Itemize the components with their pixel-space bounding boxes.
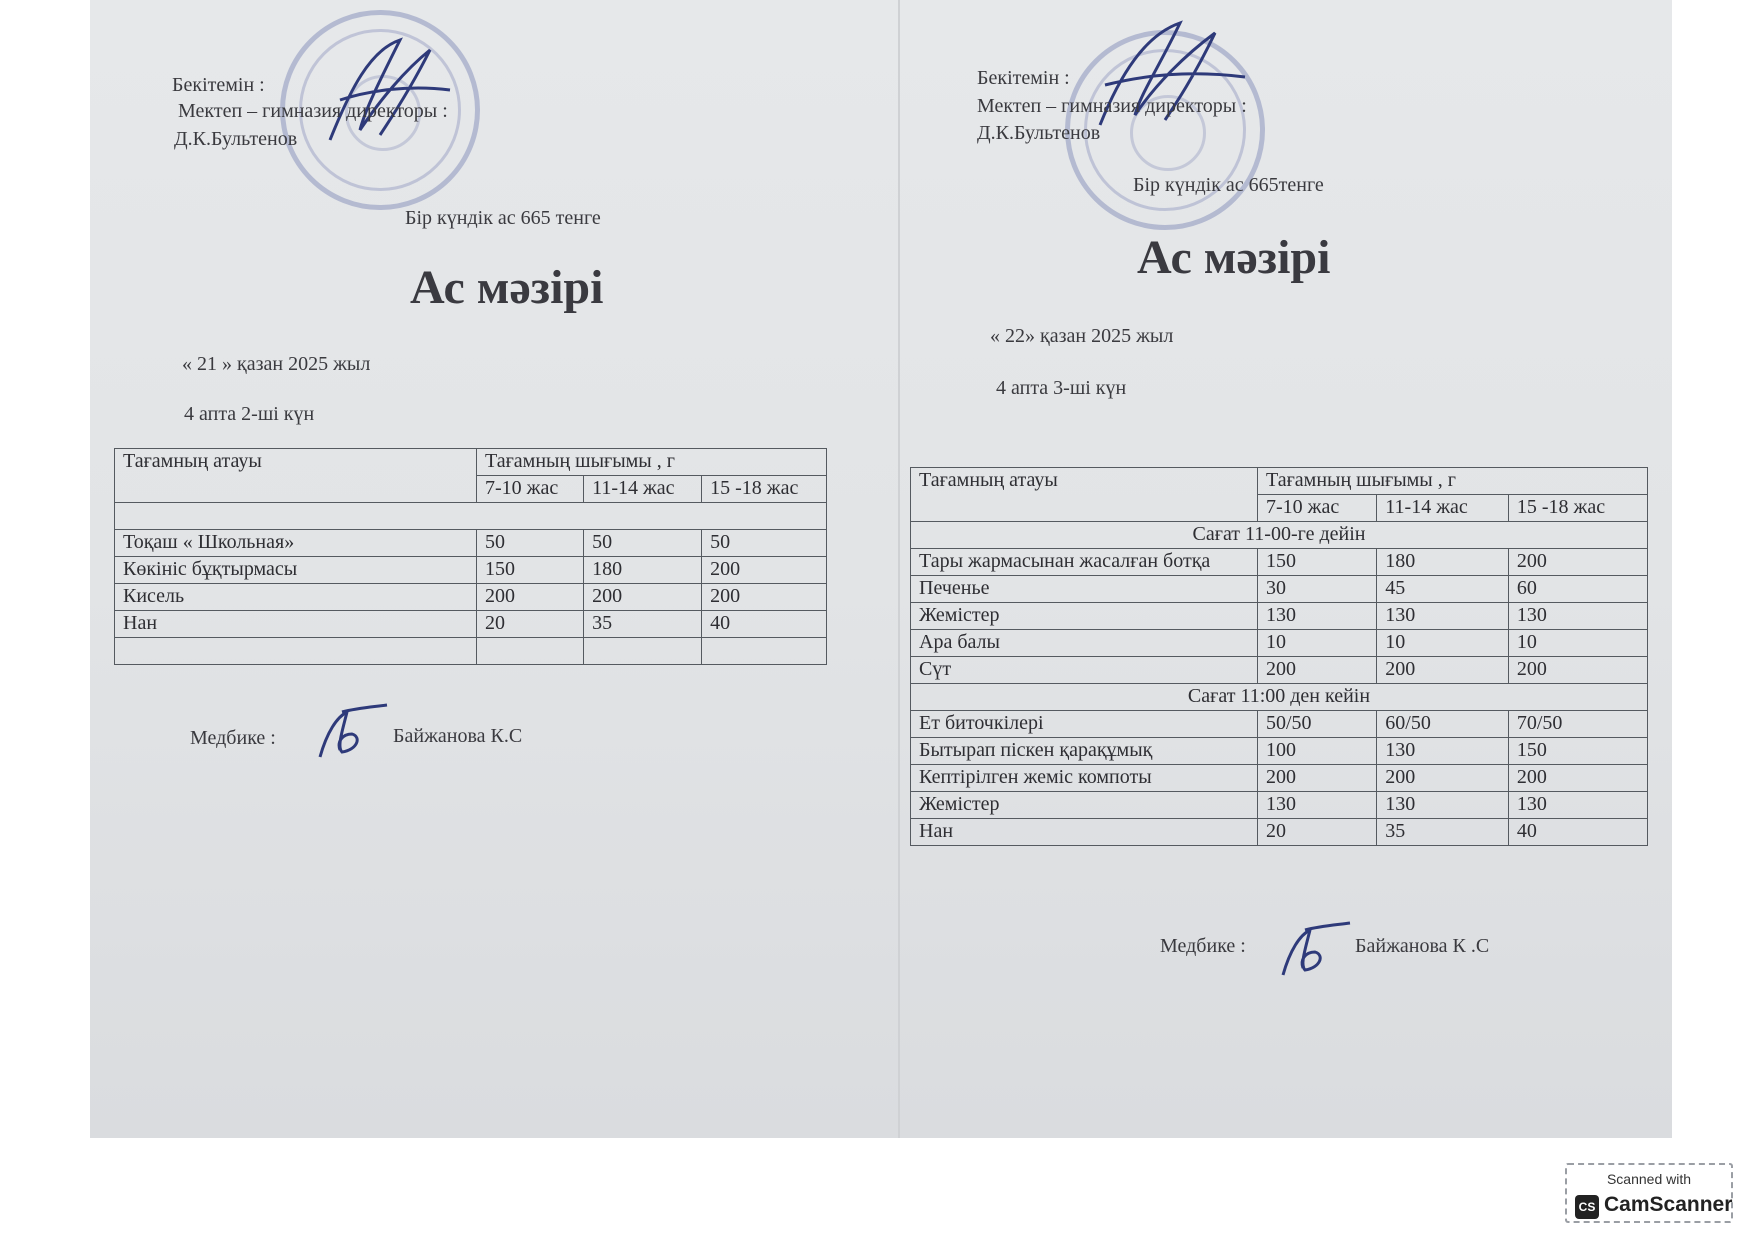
left-age-col-3: 15 -18 жас bbox=[702, 476, 827, 503]
table-row bbox=[911, 711, 1648, 738]
yield-value: 200 bbox=[702, 557, 827, 584]
table-row bbox=[911, 549, 1648, 576]
left-menu-table bbox=[114, 448, 827, 665]
yield-value: 35 bbox=[1377, 819, 1509, 846]
yield-value: 30 bbox=[1258, 576, 1377, 603]
right-age-col-3: 15 -18 жас bbox=[1508, 495, 1647, 522]
right-nurse-name: Байжанова К .С bbox=[1355, 935, 1490, 957]
yield-value: 200 bbox=[477, 584, 584, 611]
left-age-col-2: 11-14 жас bbox=[584, 476, 702, 503]
left-nurse-label: Медбике : bbox=[190, 727, 276, 749]
yield-value: 200 bbox=[1508, 657, 1647, 684]
yield-value: 130 bbox=[1258, 792, 1377, 819]
yield-value: 180 bbox=[1377, 549, 1509, 576]
yield-value: 130 bbox=[1508, 603, 1647, 630]
left-age-col-1: 7-10 жас bbox=[477, 476, 584, 503]
dish-name: Көкініс бұқтырмасы bbox=[115, 557, 477, 584]
right-nurse-signature bbox=[1275, 920, 1355, 980]
yield-value: 60/50 bbox=[1377, 711, 1509, 738]
left-menu-date: « 21 » қазан 2025 жыл bbox=[182, 353, 371, 375]
yield-value: 10 bbox=[1377, 630, 1509, 657]
yield-value: 150 bbox=[477, 557, 584, 584]
yield-value: 50 bbox=[584, 530, 702, 557]
dish-name: Печенье bbox=[911, 576, 1258, 603]
table-row bbox=[911, 576, 1648, 603]
dish-name: Кисель bbox=[115, 584, 477, 611]
table-row bbox=[911, 630, 1648, 657]
yield-value: 200 bbox=[1377, 657, 1509, 684]
yield-value: 60 bbox=[1508, 576, 1647, 603]
yield-value: 200 bbox=[702, 584, 827, 611]
left-week-day: 4 апта 2-ші күн bbox=[184, 403, 315, 425]
table-row bbox=[911, 765, 1648, 792]
yield-value: 150 bbox=[1508, 738, 1647, 765]
yield-value: 200 bbox=[1258, 765, 1377, 792]
yield-value: 150 bbox=[1258, 549, 1377, 576]
right-approval-line-3: Д.К.Бультенов bbox=[977, 122, 1101, 144]
yield-value: 100 bbox=[1258, 738, 1377, 765]
left-approval-line-2: Мектеп – гимназия директоры : bbox=[178, 100, 448, 122]
yield-value: 130 bbox=[1377, 792, 1509, 819]
table-row bbox=[911, 738, 1648, 765]
yield-value: 45 bbox=[1377, 576, 1509, 603]
dish-name: Тоқаш « Школьная» bbox=[115, 530, 477, 557]
table-row bbox=[115, 611, 827, 638]
dish-name: Нан bbox=[911, 819, 1258, 846]
table-row bbox=[911, 819, 1648, 846]
page-fold bbox=[898, 0, 900, 1138]
left-empty-row-bottom bbox=[115, 638, 827, 665]
left-header-yield: Тағамның шығымы , г bbox=[477, 449, 827, 476]
camscanner-badge bbox=[1565, 1163, 1733, 1223]
table-row bbox=[115, 530, 827, 557]
table-row bbox=[911, 603, 1648, 630]
yield-value: 130 bbox=[1377, 738, 1509, 765]
right-header-yield: Тағамның шығымы , г bbox=[1258, 468, 1648, 495]
left-nurse-name: Байжанова К.С bbox=[393, 725, 523, 747]
dish-name: Жемістер bbox=[911, 792, 1258, 819]
camscanner-name: CamScanner bbox=[1604, 1193, 1733, 1216]
dish-name: Ара балы bbox=[911, 630, 1258, 657]
camscanner-logo-icon: CS bbox=[1575, 1195, 1599, 1219]
yield-value: 70/50 bbox=[1508, 711, 1647, 738]
right-menu-table bbox=[910, 467, 1648, 846]
right-approval-line-1: Бекітемін : bbox=[977, 67, 1070, 89]
left-menu-title: Ас мәзірі bbox=[410, 261, 604, 314]
left-approval-line-1: Бекітемін : bbox=[172, 74, 265, 96]
right-age-col-2: 11-14 жас bbox=[1377, 495, 1509, 522]
left-approval-line-3: Д.К.Бультенов bbox=[174, 128, 298, 150]
table-row bbox=[911, 657, 1648, 684]
yield-value: 130 bbox=[1508, 792, 1647, 819]
dish-name: Кептірілген жеміс компоты bbox=[911, 765, 1258, 792]
left-daily-price: Бір күндік ас 665 тенге bbox=[405, 207, 601, 229]
scanned-with-label: Scanned with bbox=[1606, 1171, 1692, 1187]
dish-name: Сүт bbox=[911, 657, 1258, 684]
dish-name: Тары жармасынан жасалған ботқа bbox=[911, 549, 1258, 576]
dish-name: Жемістер bbox=[911, 603, 1258, 630]
table-row bbox=[115, 557, 827, 584]
yield-value: 200 bbox=[1377, 765, 1509, 792]
yield-value: 130 bbox=[1258, 603, 1377, 630]
table-row bbox=[115, 584, 827, 611]
right-approval-line-2: Мектеп – гимназия директоры : bbox=[977, 95, 1247, 117]
right-nurse-label: Медбике : bbox=[1160, 935, 1246, 957]
yield-value: 50 bbox=[702, 530, 827, 557]
yield-value: 180 bbox=[584, 557, 702, 584]
left-empty-row bbox=[115, 503, 827, 530]
dish-name: Нан bbox=[115, 611, 477, 638]
yield-value: 40 bbox=[702, 611, 827, 638]
yield-value: 10 bbox=[1258, 630, 1377, 657]
yield-value: 10 bbox=[1508, 630, 1647, 657]
right-section-after-11: Сағат 11:00 ден кейін bbox=[911, 684, 1648, 711]
right-section-before-11: Сағат 11-00-ге дейін bbox=[911, 522, 1648, 549]
yield-value: 20 bbox=[1258, 819, 1377, 846]
right-menu-title: Ас мәзірі bbox=[1137, 231, 1331, 284]
right-age-col-1: 7-10 жас bbox=[1258, 495, 1377, 522]
left-nurse-signature bbox=[312, 702, 392, 762]
yield-value: 40 bbox=[1508, 819, 1647, 846]
yield-value: 20 bbox=[477, 611, 584, 638]
right-menu-date: « 22» қазан 2025 жыл bbox=[990, 325, 1174, 347]
right-week-day: 4 апта 3-ші күн bbox=[996, 377, 1127, 399]
left-header-dish-name: Тағамның атауы bbox=[115, 449, 477, 503]
yield-value: 35 bbox=[584, 611, 702, 638]
left-director-signature bbox=[310, 30, 460, 150]
yield-value: 200 bbox=[1508, 549, 1647, 576]
yield-value: 200 bbox=[584, 584, 702, 611]
dish-name: Ет биточкілері bbox=[911, 711, 1258, 738]
yield-value: 50/50 bbox=[1258, 711, 1377, 738]
dish-name: Бытырап піскен қарақұмық bbox=[911, 738, 1258, 765]
right-daily-price: Бір күндік ас 665тенге bbox=[1133, 174, 1324, 196]
yield-value: 200 bbox=[1508, 765, 1647, 792]
table-row bbox=[911, 792, 1648, 819]
yield-value: 130 bbox=[1377, 603, 1509, 630]
yield-value: 200 bbox=[1258, 657, 1377, 684]
yield-value: 50 bbox=[477, 530, 584, 557]
right-header-dish-name: Тағамның атауы bbox=[911, 468, 1258, 522]
